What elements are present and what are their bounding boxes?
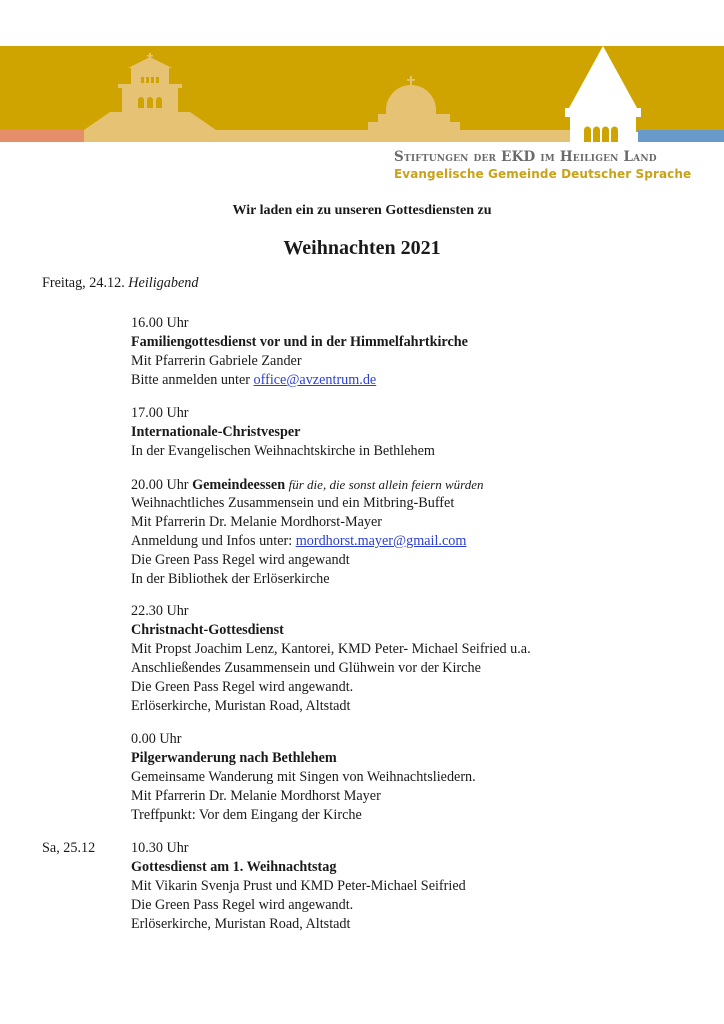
event-detail: Weihnachtliches Zusammensein und ein Mitbring-Buffet (131, 495, 455, 511)
event-detail: Mit Pfarrerin Dr. Melanie Mordhorst Mayer (131, 788, 381, 804)
event-detail: Mit Propst Joachim Lenz, Kantorei, KMD Peter- Michael Seifried u.a. (131, 641, 531, 657)
banner-strip-tan (84, 130, 570, 142)
page-title: Weihnachten 2021 (283, 237, 441, 259)
event-detail: In der Evangelischen Weihnachtskirche in Bethlehem (131, 443, 435, 459)
event-detail: In der Bibliothek der Erlöserkirche (131, 571, 330, 587)
event-name: Gemeindeessen (192, 477, 286, 493)
email-link[interactable]: office@avzentrum.de (253, 372, 377, 388)
day-date: Freitag, 24.12. (42, 275, 125, 291)
event-detail: Die Green Pass Regel wird angewandt (131, 552, 350, 568)
event-detail: Anschließendes Zusammensein und Glühwein vor der Kirche (131, 660, 481, 676)
organization-logo-text (394, 149, 691, 182)
event-note: für die, die sonst allein feiern würden (288, 477, 484, 492)
event-detail: Erlöserkirche, Muristan Road, Altstadt (131, 698, 351, 714)
org-subtitle: Evangelische Gemeinde Deutscher Sprache (394, 167, 692, 181)
event-contact (131, 532, 466, 551)
banner-strip-blue (638, 130, 724, 142)
intro-text: Wir laden ein zu unseren Gottesdiensten zu (232, 203, 492, 218)
header-banner (0, 0, 724, 150)
event-time: 0.00 Uhr (131, 731, 182, 747)
event-time: 20.00 Uhr (131, 477, 189, 493)
event-detail: Mit Pfarrerin Gabriele Zander (131, 353, 302, 369)
event-detail: Erlöserkirche, Muristan Road, Altstadt (131, 916, 351, 932)
event-heading (131, 475, 484, 495)
event-name: Familiengottesdienst vor und in der Himmelfahrtkirche (131, 334, 468, 350)
day-heading (42, 274, 198, 293)
event-detail: Mit Pfarrerin Dr. Melanie Mordhorst-Mayer (131, 514, 382, 530)
day-label: Heiligabend (128, 275, 199, 291)
event-detail: Mit Vikarin Svenja Prust und KMD Peter-Michael Seifried (131, 878, 466, 894)
event-contact (131, 371, 376, 390)
event-name: Gottesdienst am 1. Weihnachtstag (131, 859, 337, 875)
event-name: Internationale-Christvesper (131, 424, 301, 440)
event-detail: Gemeinsame Wanderung mit Singen von Weihnachtsliedern. (131, 769, 476, 785)
event-time: 17.00 Uhr (131, 405, 189, 421)
banner-strip-orange (0, 130, 84, 142)
contact-prefix: Anmeldung und Infos unter: (131, 533, 296, 549)
event-time: 22.30 Uhr (131, 603, 189, 619)
event-time: 10.30 Uhr (131, 840, 189, 856)
event-name: Christnacht-Gottesdienst (131, 622, 284, 638)
event-detail: Treffpunkt: Vor dem Eingang der Kirche (131, 807, 362, 823)
event-name: Pilgerwanderung nach Bethlehem (131, 750, 337, 766)
contact-prefix: Bitte anmelden unter (131, 372, 254, 388)
event-detail: Die Green Pass Regel wird angewandt. (131, 679, 354, 695)
org-name: Stiftungen der EKD im Heiligen Land (394, 149, 657, 165)
email-link[interactable]: mordhorst.mayer@gmail.com (295, 533, 467, 549)
day-date: Sa, 25.12 (42, 840, 96, 856)
event-time: 16.00 Uhr (131, 315, 189, 331)
event-detail: Die Green Pass Regel wird angewandt. (131, 897, 354, 913)
